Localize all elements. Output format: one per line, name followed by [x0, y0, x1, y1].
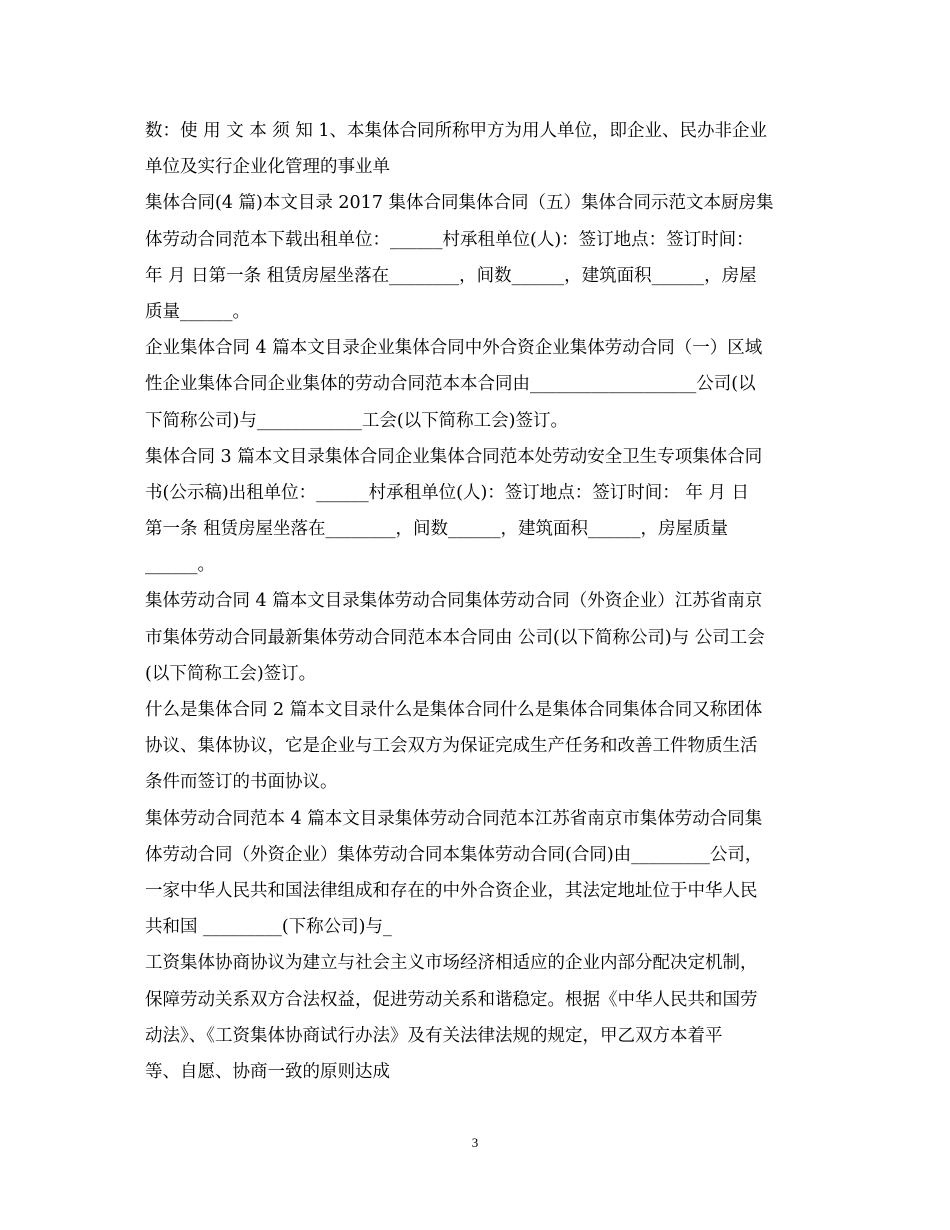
page-number: 3 — [471, 1135, 479, 1150]
paragraph-4 — [145, 439, 813, 584]
paragraph-8 — [145, 945, 813, 1090]
text-line: 共和国 _________(下称公司)与_ — [145, 917, 392, 938]
document-body — [145, 113, 813, 1090]
paragraph-2 — [145, 185, 813, 330]
text-line: 体劳动合同范本下载出租单位：______村承租单位(人)：签订地点：签订时间： — [145, 229, 754, 250]
text-line: 什么是集体合同 2 篇本文目录什么是集体合同什么是集体合同集体合同又称团体 — [145, 700, 763, 720]
text-line: 一家中华人民共和国法律组成和存在的中外合资企业，其法定地址位于中华人民 — [145, 880, 758, 901]
text-line: 书(公示稿)出租单位：______村承租单位(人)：签订地点：签订时间： 年 月 日 — [145, 482, 749, 503]
text-line: 集体劳动合同范本 4 篇本文目录集体劳动合同范本江苏省南京市集体劳动合同集 — [145, 808, 763, 829]
text-line: 等、自愿、协商一致的原则达成 — [145, 1061, 390, 1082]
text-line: 数：使 用 文 本 须 知 1、本集体合同所称甲方为用人单位，即企业、民办非企业 — [145, 121, 768, 141]
paragraph-6 — [145, 692, 813, 801]
paragraph-5 — [145, 583, 813, 692]
text-line: 性企业集体合同企业集体的劳动合同范本本合同由___________________公司(以 — [145, 374, 756, 395]
text-line: 市集体劳动合同最新集体劳动合同范本本合同由 公司(以下简称公司)与 公司工会 — [145, 627, 765, 648]
text-line: (以下简称工会)签订。 — [145, 663, 317, 684]
paragraph-1 — [145, 113, 813, 185]
text-line: 单位及实行企业化管理的事业单 — [145, 157, 390, 178]
paragraph-7 — [145, 801, 813, 946]
paragraph-3 — [145, 330, 813, 439]
text-line: ______。 — [145, 555, 215, 576]
text-line: 保障劳动关系双方合法权益，促进劳动关系和谐稳定。根据《中华人民共和国劳 — [145, 989, 758, 1010]
text-line: 集体合同 3 篇本文目录集体合同企业集体合同范本处劳动安全卫生专项集体合同 — [145, 446, 763, 467]
text-line: 集体劳动合同 4 篇本文目录集体劳动合同集体劳动合同（外资企业）江苏省南京 — [145, 591, 763, 612]
text-line: 集体合同(4 篇)本文目录 2017 集体合同集体合同（五）集体合同示范文本厨房集 — [145, 193, 774, 214]
text-line: 动法》、《工资集体协商试行办法》及有关法律法规的规定，甲乙双方本着平 — [145, 1025, 723, 1046]
text-line: 工资集体协商协议为建立与社会主义市场经济相适应的企业内部分配决定机制， — [145, 953, 758, 974]
text-line: 条件而签订的书面协议。 — [145, 772, 338, 793]
text-line: 体劳动合同（外资企业）集体劳动合同本集体劳动合同(合同)由_________公司， — [145, 844, 763, 865]
text-line: 企业集体合同 4 篇本文目录企业集体合同中外合资企业集体劳动合同（一）区域 — [145, 338, 763, 359]
text-line: 协议、集体协议，它是企业与工会双方为保证完成生产任务和改善工件物质生活 — [145, 736, 758, 757]
text-line: 下简称公司)与____________工会(以下简称工会)签订。 — [145, 410, 568, 431]
text-line: 第一条 租赁房屋坐落在________，间数______，建筑面积______，房屋质量 — [145, 519, 729, 540]
text-line: 年 月 日第一条 租赁房屋坐落在________，间数______，建筑面积______，房屋 — [145, 265, 757, 286]
text-line: 质量______。 — [145, 301, 250, 322]
